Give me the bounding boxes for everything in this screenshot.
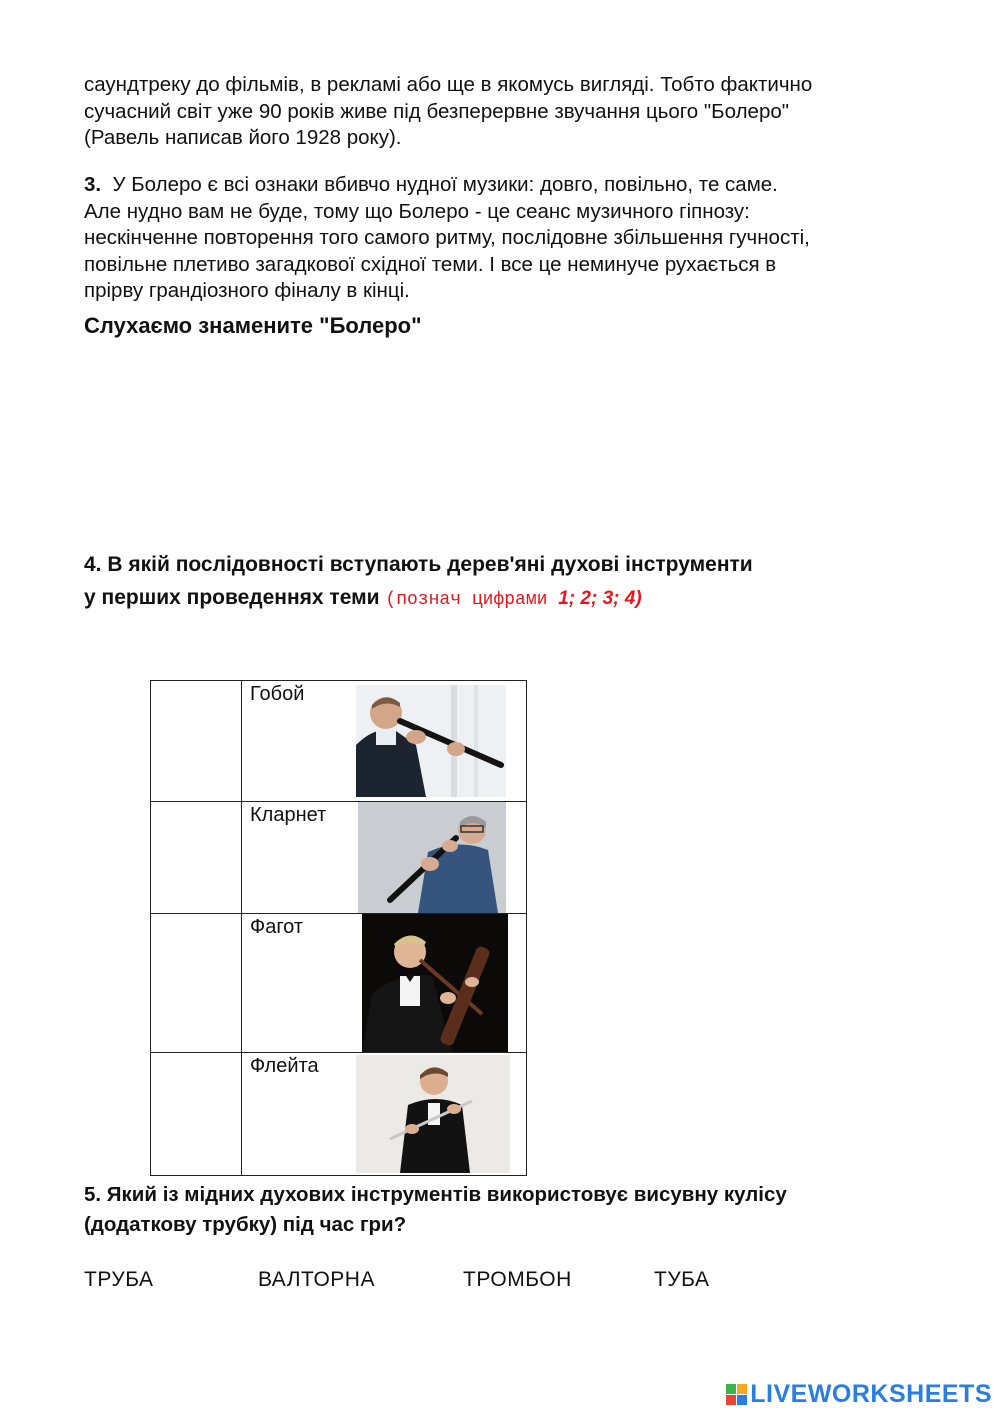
question-5-line: Який із мідних духових інструментів використовує висувну кулісу	[101, 1183, 787, 1206]
instrument-row	[151, 914, 527, 1053]
instrument-name: Фагот	[250, 916, 304, 938]
answer-input-clarinet[interactable]	[151, 802, 241, 827]
question-4-line: у перших проведеннях теми	[84, 586, 380, 609]
point-3-paragraph	[84, 172, 944, 305]
clarinet-player-photo	[358, 802, 506, 913]
question-4-hint: (познач цифрами	[385, 590, 559, 610]
question-4	[84, 548, 964, 617]
oboe-player-photo	[356, 685, 506, 797]
option-tuba[interactable]: ТУБА	[654, 1268, 710, 1291]
liveworksheets-logo[interactable]	[726, 1380, 992, 1409]
bassoon-player-photo	[362, 914, 508, 1052]
flute-player-photo	[356, 1055, 510, 1173]
liveworksheets-logo-text: LIVEWORKSHEETS	[750, 1380, 992, 1408]
instrument-name: Гобой	[250, 683, 305, 705]
instrument-row	[151, 681, 527, 802]
liveworksheets-logo-icon	[726, 1384, 747, 1405]
point-3-number: 3.	[84, 173, 102, 196]
instrument-row	[151, 802, 527, 914]
instrument-name: Кларнет	[250, 804, 327, 826]
intro-paragraph	[84, 72, 944, 152]
intro-line: (Равель написав його 1928 року).	[84, 126, 402, 149]
instruments-table	[150, 680, 527, 1176]
instrument-name: Флейта	[250, 1055, 319, 1077]
point-3-line: прірву грандіозного фіналу в кінці.	[84, 279, 410, 302]
option-valtorna[interactable]: ВАЛТОРНА	[258, 1268, 375, 1291]
answer-input-flute[interactable]	[151, 1053, 241, 1078]
question-4-line: 4. В якій послідовності вступають дерев'яні духові інструменти	[84, 553, 753, 576]
answer-cell[interactable]	[151, 914, 242, 1053]
answer-cell[interactable]	[151, 1053, 242, 1176]
point-3-line: нескінченне повторення того самого ритму, послідовне збільшення гучності,	[84, 226, 810, 249]
question-4-hint-numbers: 1; 2; 3; 4)	[558, 588, 642, 609]
instrument-row	[151, 1053, 527, 1176]
instrument-cell	[242, 914, 527, 1053]
question-5-line: (додаткову трубку) під час гри?	[84, 1213, 407, 1236]
instrument-cell	[242, 802, 527, 914]
question-5-number: 5.	[84, 1183, 102, 1206]
question-5	[84, 1180, 964, 1240]
point-3-line: повільне плетиво загадкової східної теми. І все це неминуче рухається в	[84, 252, 777, 276]
option-truba[interactable]: ТРУБА	[84, 1268, 154, 1291]
intro-line: саундтреку до фільмів, в рекламі або ще в якомусь вигляді. Тобто фактично	[84, 73, 813, 96]
instrument-cell	[242, 681, 527, 802]
answer-cell[interactable]	[151, 802, 242, 914]
listen-heading: Слухаємо знамените "Болеро"	[84, 313, 422, 338]
answer-input-bassoon[interactable]	[151, 914, 241, 939]
answer-input-oboe[interactable]	[151, 681, 241, 706]
point-3-line: У Болеро є всі ознаки вбивчо нудної музики: довго, повільно, те саме.	[101, 173, 778, 196]
intro-line: сучасний світ уже 90 років живе під безперервне звучання цього "Болеро"	[84, 99, 790, 123]
option-trombon[interactable]: ТРОМБОН	[463, 1268, 572, 1291]
point-3-line: Але нудно вам не буде, тому що Болеро - це сеанс музичного гіпнозу:	[84, 199, 750, 223]
instrument-cell	[242, 1053, 527, 1176]
answer-cell[interactable]	[151, 681, 242, 802]
